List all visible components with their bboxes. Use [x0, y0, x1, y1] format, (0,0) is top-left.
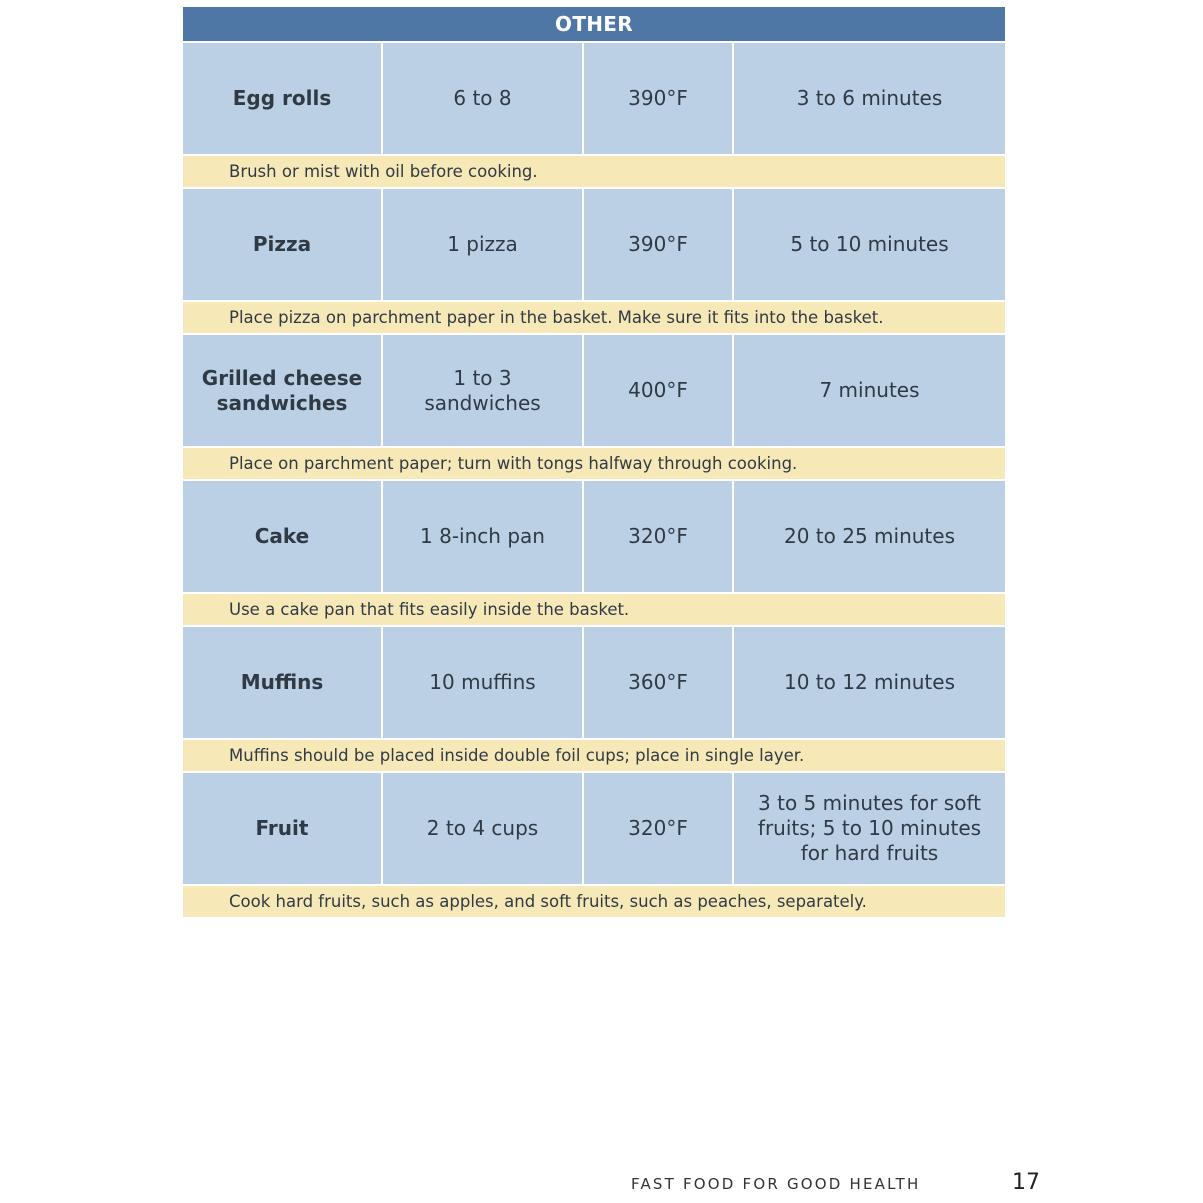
table-row [183, 335, 1005, 446]
temperature-cell: 390°F [584, 189, 732, 300]
item-name-cell: Muffins [183, 627, 381, 738]
temperature-cell: 390°F [584, 43, 732, 154]
note-row: Brush or mist with oil before cooking. [183, 156, 1005, 187]
time-cell: 7 minutes [734, 335, 1005, 446]
item-name-cell: Egg rolls [183, 43, 381, 154]
time-cell: 20 to 25 minutes [734, 481, 1005, 592]
table-row [183, 481, 1005, 592]
note-row: Muffins should be placed inside double foil cups; place in single layer. [183, 740, 1005, 771]
table-row [183, 43, 1005, 154]
page-number: 17 [1012, 1170, 1040, 1195]
table-title: OTHER [183, 7, 1005, 41]
item-name-cell: Grilled cheese sandwiches [183, 335, 381, 446]
quantity-cell: 1 to 3 sandwiches [383, 335, 582, 446]
item-name-cell: Pizza [183, 189, 381, 300]
quantity-cell: 1 pizza [383, 189, 582, 300]
time-cell: 5 to 10 minutes [734, 189, 1005, 300]
item-name-cell: Fruit [183, 773, 381, 884]
item-name-cell: Cake [183, 481, 381, 592]
quantity-cell: 6 to 8 [383, 43, 582, 154]
time-cell: 3 to 5 minutes for soft fruits; 5 to 10 minutes for hard fruits [734, 773, 1005, 884]
time-cell: 10 to 12 minutes [734, 627, 1005, 738]
quantity-cell: 2 to 4 cups [383, 773, 582, 884]
temperature-cell: 320°F [584, 481, 732, 592]
table-row [183, 773, 1005, 884]
table-row [183, 189, 1005, 300]
note-row: Use a cake pan that fits easily inside the basket. [183, 594, 1005, 625]
time-cell: 3 to 6 minutes [734, 43, 1005, 154]
note-row: Place on parchment paper; turn with tongs halfway through cooking. [183, 448, 1005, 479]
temperature-cell: 400°F [584, 335, 732, 446]
note-row: Cook hard fruits, such as apples, and soft fruits, such as peaches, separately. [183, 886, 1005, 917]
temperature-cell: 320°F [584, 773, 732, 884]
temperature-cell: 360°F [584, 627, 732, 738]
quantity-cell: 1 8-inch pan [383, 481, 582, 592]
table-row [183, 627, 1005, 738]
book-title-footer: FAST FOOD FOR GOOD HEALTH [631, 1175, 921, 1193]
cooking-table [183, 7, 1005, 917]
note-row: Place pizza on parchment paper in the basket. Make sure it fits into the basket. [183, 302, 1005, 333]
quantity-cell: 10 muffins [383, 627, 582, 738]
